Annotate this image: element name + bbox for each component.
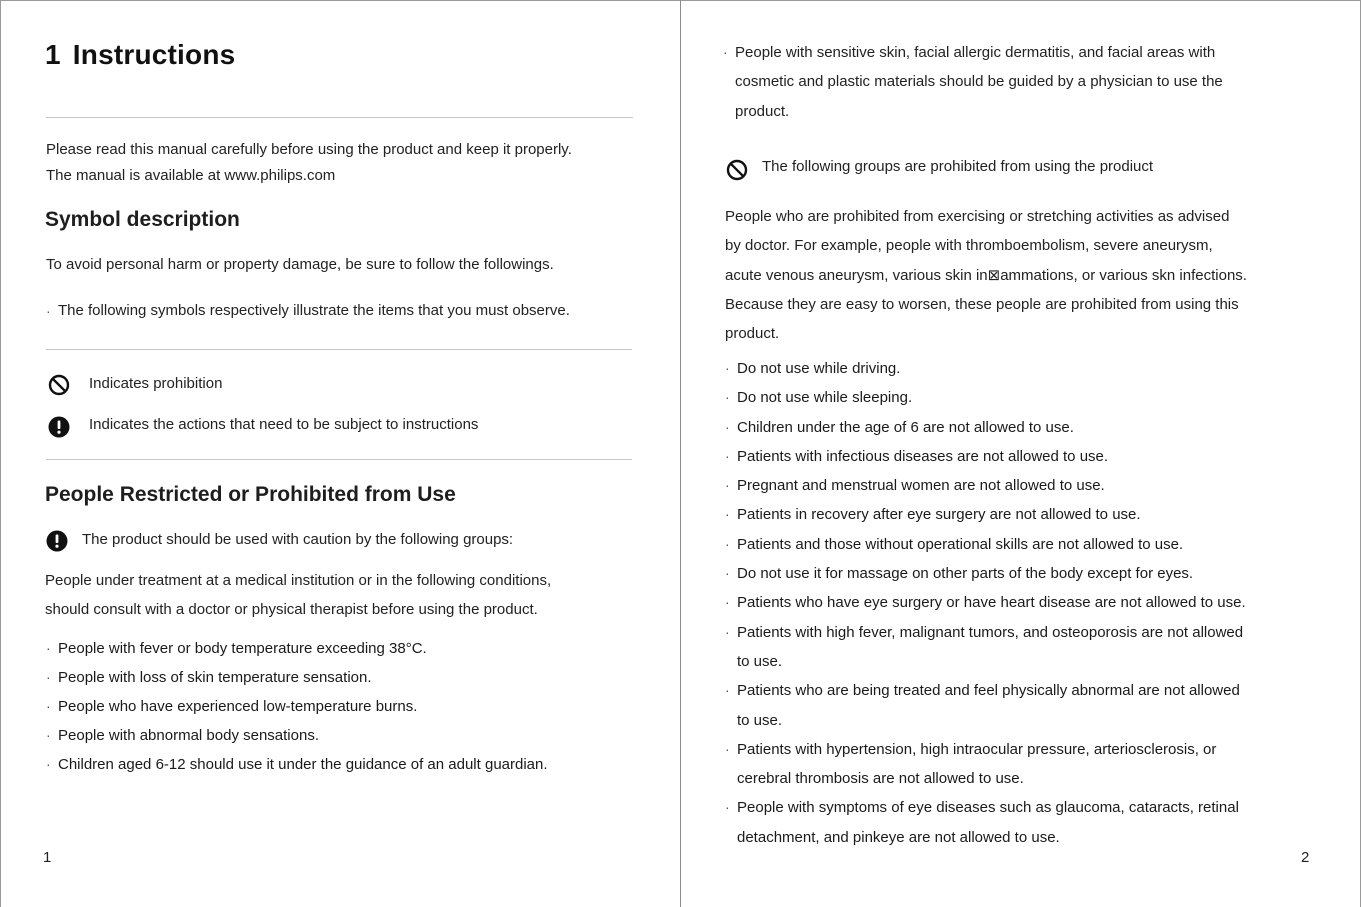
prohibition-icon bbox=[726, 159, 748, 181]
item-line: · Patients with high fever, malignant tumors, and osteoporosis are not allowed bbox=[737, 623, 1244, 641]
list-item: · People with fever or body temperature exceeding 38°C. bbox=[46, 634, 646, 663]
item-line: cerebral thrombosis are not allowed to use. bbox=[737, 770, 1024, 788]
page-number: 2 bbox=[1301, 849, 1310, 866]
exclamation-icon bbox=[46, 530, 68, 552]
intro-paragraph bbox=[46, 137, 646, 189]
symbol-label-instructions: Indicates the actions that need to be subject to instructions bbox=[89, 416, 479, 433]
exclamation-icon bbox=[48, 416, 70, 438]
list-item: · Patients and those without operational skills are not allowed to use. bbox=[725, 530, 1325, 559]
caution-list bbox=[46, 634, 646, 779]
item-line: · People with symptoms of eye diseases such as glaucoma, cataracts, retinal bbox=[737, 799, 1239, 817]
list-item: · Pregnant and menstrual women are not allowed to use. bbox=[725, 471, 1325, 500]
divider bbox=[46, 459, 632, 460]
item-line: to use. bbox=[737, 711, 783, 729]
symbol-intro: To avoid personal harm or property damage, be sure to follow the followings. bbox=[46, 256, 554, 273]
symbol-label-prohibition: Indicates prohibition bbox=[89, 375, 223, 392]
chapter-number: 1 bbox=[45, 39, 61, 70]
item-line: product. bbox=[735, 102, 790, 120]
item-line: · People with sensitive skin, facial allergic dermatitis, and facial areas with bbox=[735, 44, 1216, 61]
list-item: · Do not use while sleeping. bbox=[725, 383, 1325, 412]
list-item: · People with abnormal body sensations. bbox=[46, 721, 646, 750]
list-item bbox=[725, 676, 1325, 735]
list-item bbox=[725, 793, 1325, 852]
list-item: · Children under the age of 6 are not allowed to use. bbox=[725, 413, 1325, 442]
symbol-heading: Symbol description bbox=[45, 208, 240, 231]
paragraph-line: Because they are easy to worsen, these people are prohibited from using this bbox=[725, 295, 1239, 313]
continued-list bbox=[723, 38, 1323, 126]
paragraph-line: acute venous aneurysm, various skin in⊠ammations, or various skn infections. bbox=[725, 266, 1247, 284]
prohibited-paragraph bbox=[725, 202, 1325, 348]
caution-paragraph bbox=[45, 566, 645, 624]
list-item bbox=[725, 735, 1325, 794]
list-item: · Patients who have eye surgery or have heart disease are not allowed to use. bbox=[725, 588, 1325, 617]
item-line: · Patients who are being treated and feel physically abnormal are not allowed bbox=[737, 682, 1240, 700]
divider bbox=[46, 349, 632, 350]
list-item bbox=[725, 618, 1325, 677]
list-item: · Patients in recovery after eye surgery are not allowed to use. bbox=[725, 500, 1325, 529]
paragraph-line: by doctor. For example, people with thromboembolism, severe aneurysm, bbox=[725, 237, 1213, 255]
paragraph-line: People who are prohibited from exercising or stretching activities as advised bbox=[725, 208, 1230, 225]
chapter-heading bbox=[45, 39, 235, 71]
prohibited-list bbox=[725, 354, 1325, 852]
divider bbox=[46, 117, 633, 118]
item-line: cosmetic and plastic materials should be guided by a physician to use the bbox=[735, 73, 1223, 91]
intro-line: The manual is available at www.philips.com bbox=[46, 167, 336, 184]
list-item: · People with loss of skin temperature sensation. bbox=[46, 663, 646, 692]
caution-note: The product should be used with caution by the following groups: bbox=[82, 531, 514, 548]
item-line: detachment, and pinkeye are not allowed to use. bbox=[737, 828, 1060, 846]
list-item: · Do not use while driving. bbox=[725, 354, 1325, 383]
prohibition-icon bbox=[48, 374, 70, 396]
list-item: · Children aged 6-12 should use it under the guidance of an adult guardian. bbox=[46, 750, 646, 779]
paragraph-line: product. bbox=[725, 325, 780, 343]
paragraph-line: should consult with a doctor or physical therapist before using the product. bbox=[45, 601, 538, 618]
list-item: · Do not use it for massage on other parts of the body except for eyes. bbox=[725, 559, 1325, 588]
intro-line: Please read this manual carefully before using the product and keep it properly. bbox=[46, 141, 572, 158]
symbol-bullet-list bbox=[46, 298, 646, 324]
page-number: 1 bbox=[43, 849, 52, 866]
list-item: · The following symbols respectively illustrate the items that you must observe. bbox=[46, 298, 646, 324]
item-line: to use. bbox=[737, 652, 783, 670]
list-item bbox=[723, 38, 1323, 126]
chapter-title: Instructions bbox=[72, 39, 236, 70]
list-item: · People who have experienced low-temperature burns. bbox=[46, 692, 646, 721]
paragraph-line: People under treatment at a medical institution or in the following conditions, bbox=[45, 572, 552, 589]
list-item: · Patients with infectious diseases are not allowed to use. bbox=[725, 442, 1325, 471]
page-right bbox=[681, 0, 1361, 907]
prohibited-heading: The following groups are prohibited from using the prodiuct bbox=[762, 158, 1154, 175]
item-line: · Patients with hypertension, high intraocular pressure, arteriosclerosis, or bbox=[737, 740, 1217, 758]
restricted-heading: People Restricted or Prohibited from Use bbox=[45, 483, 456, 506]
